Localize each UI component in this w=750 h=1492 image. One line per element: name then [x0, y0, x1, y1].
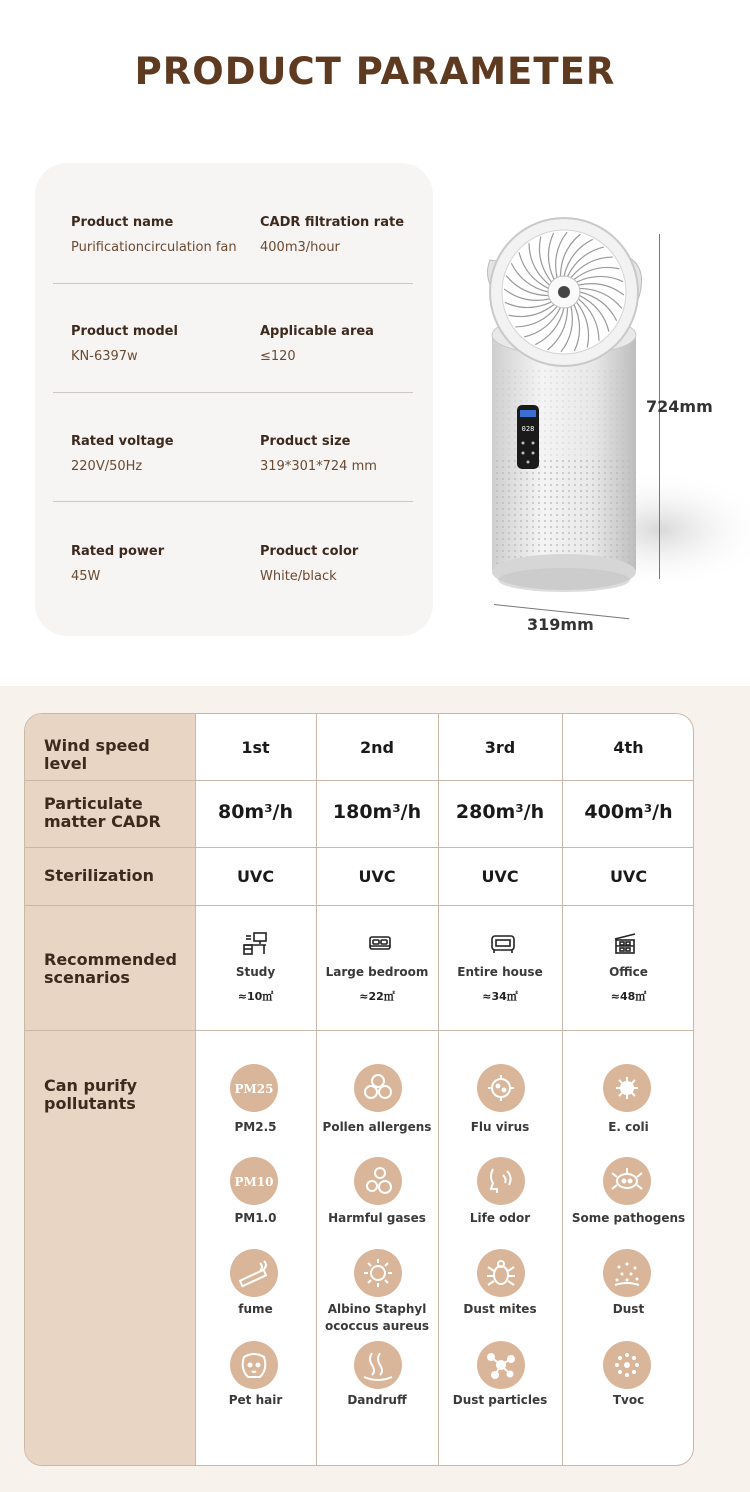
tvoc-icon [603, 1341, 651, 1389]
pollutant-label: Tvoc [612, 1393, 645, 1407]
scenario-area: ≈10㎡ [237, 990, 274, 1003]
pollutant-label: Life odor [469, 1211, 531, 1225]
mite-icon [477, 1249, 525, 1297]
divider [53, 501, 413, 502]
scenario-name: Large bedroom [325, 965, 429, 979]
cadr-cell: 180m³/h [332, 801, 422, 823]
pollutant-label: Albino Staphyl ococcus aureus [324, 1302, 430, 1333]
dust-icon [603, 1249, 651, 1297]
pollutant-label: Dust mites [463, 1302, 537, 1316]
virus-icon [477, 1064, 525, 1112]
width-dimension-label: 319mm [527, 615, 594, 634]
param-label: CADR filtration rate [260, 215, 405, 230]
level-cell: 1st [241, 738, 270, 757]
pollutant-label: Harmful gases [328, 1211, 426, 1225]
display-reading: 028 [521, 425, 535, 433]
molecule-icon [477, 1341, 525, 1389]
divider [53, 392, 413, 393]
parameter-card [35, 163, 433, 636]
pollutant-label: PM2.5 [234, 1120, 277, 1134]
row-head-sterilization: Sterilization [44, 866, 154, 885]
odor-icon [477, 1157, 525, 1205]
pm25-icon-text: PM25 [234, 1082, 274, 1096]
desk-icon [242, 930, 268, 956]
param-value: 45W [71, 569, 101, 584]
param-label: Product name [71, 215, 174, 230]
bed-icon [367, 930, 393, 956]
office-icon [612, 930, 638, 956]
param-value: 319*301*724 mm [260, 459, 377, 474]
cigarette-icon [230, 1249, 278, 1297]
param-label: Product color [260, 544, 359, 559]
air-purifier-fan-illustration [470, 200, 750, 650]
column-divider [438, 714, 439, 1466]
staph-icon [354, 1249, 402, 1297]
level-cell: 4th [613, 738, 644, 757]
height-dimension-label: 724mm [646, 397, 713, 416]
scenario-name: Study [235, 965, 276, 979]
divider [53, 283, 413, 284]
pollen-icon [354, 1064, 402, 1112]
row-divider [25, 905, 694, 906]
param-label: Rated voltage [71, 434, 174, 449]
page-title: PRODUCT PARAMETER [134, 50, 616, 93]
pm25-icon [230, 1064, 278, 1112]
level-cell: 3rd [484, 738, 516, 757]
pollutant-label: Flu virus [470, 1120, 530, 1134]
param-label: Applicable area [260, 324, 374, 339]
sterilization-cell: UVC [609, 867, 648, 886]
pm10-icon-text: PM10 [234, 1175, 274, 1189]
pollutant-label: fume [238, 1302, 273, 1316]
cadr-cell: 80m³/h [217, 801, 294, 823]
param-value: KN-6397w [71, 349, 138, 364]
sofa-icon [490, 930, 516, 956]
row-divider [25, 847, 694, 848]
speed-comparison-table [24, 713, 694, 1466]
column-divider [316, 714, 317, 1466]
param-value: ≤120 [260, 349, 296, 364]
sterilization-cell: UVC [236, 867, 275, 886]
cadr-cell: 280m³/h [455, 801, 545, 823]
param-value: 400m3/hour [260, 240, 340, 255]
row-head-cadr: Particulate matter CADR [44, 794, 161, 831]
level-cell: 2nd [360, 738, 394, 757]
param-value: White/black [260, 569, 337, 584]
sterilization-cell: UVC [358, 867, 396, 886]
column-divider [195, 714, 196, 1466]
row-divider [25, 1030, 694, 1031]
pm10-icon [230, 1157, 278, 1205]
row-head-pollutants: Can purify pollutants [44, 1076, 138, 1113]
dandruff-icon [354, 1341, 402, 1389]
pollutant-label: E. coli [608, 1120, 649, 1134]
param-label: Product model [71, 324, 178, 339]
row-head-scenarios: Recommended scenarios [44, 950, 177, 987]
cadr-cell: 400m³/h [584, 801, 673, 823]
param-label: Product size [260, 434, 351, 449]
param-label: Rated power [71, 544, 165, 559]
scenario-area: ≈34㎡ [482, 990, 518, 1003]
scenario-area: ≈48㎡ [610, 990, 647, 1003]
row-divider [25, 780, 694, 781]
pollutant-label: Some pathogens [571, 1211, 686, 1225]
pollutant-label: Dust [612, 1302, 645, 1316]
scenario-area: ≈22㎡ [359, 990, 395, 1003]
pollutant-label: Dandruff [347, 1393, 407, 1407]
param-value: 220V/50Hz [71, 459, 143, 474]
product-image [470, 200, 750, 650]
pollutant-label: Pet hair [228, 1393, 283, 1407]
sterilization-cell: UVC [481, 867, 519, 886]
scenario-name: Office [609, 965, 648, 979]
pollutant-label: Dust particles [452, 1393, 548, 1407]
column-divider [562, 714, 563, 1466]
scenario-name: Entire house [457, 965, 543, 979]
row-head-wind-speed: Wind speed level [44, 736, 150, 773]
pollutant-label: Pollen allergens [322, 1120, 432, 1134]
pathogen-icon [603, 1157, 651, 1205]
ecoli-icon [603, 1064, 651, 1112]
dog-icon [230, 1341, 278, 1389]
pollutant-label: PM1.0 [234, 1211, 277, 1225]
param-value: Purificationcirculation fan [71, 240, 237, 255]
bubbles-icon [354, 1157, 402, 1205]
